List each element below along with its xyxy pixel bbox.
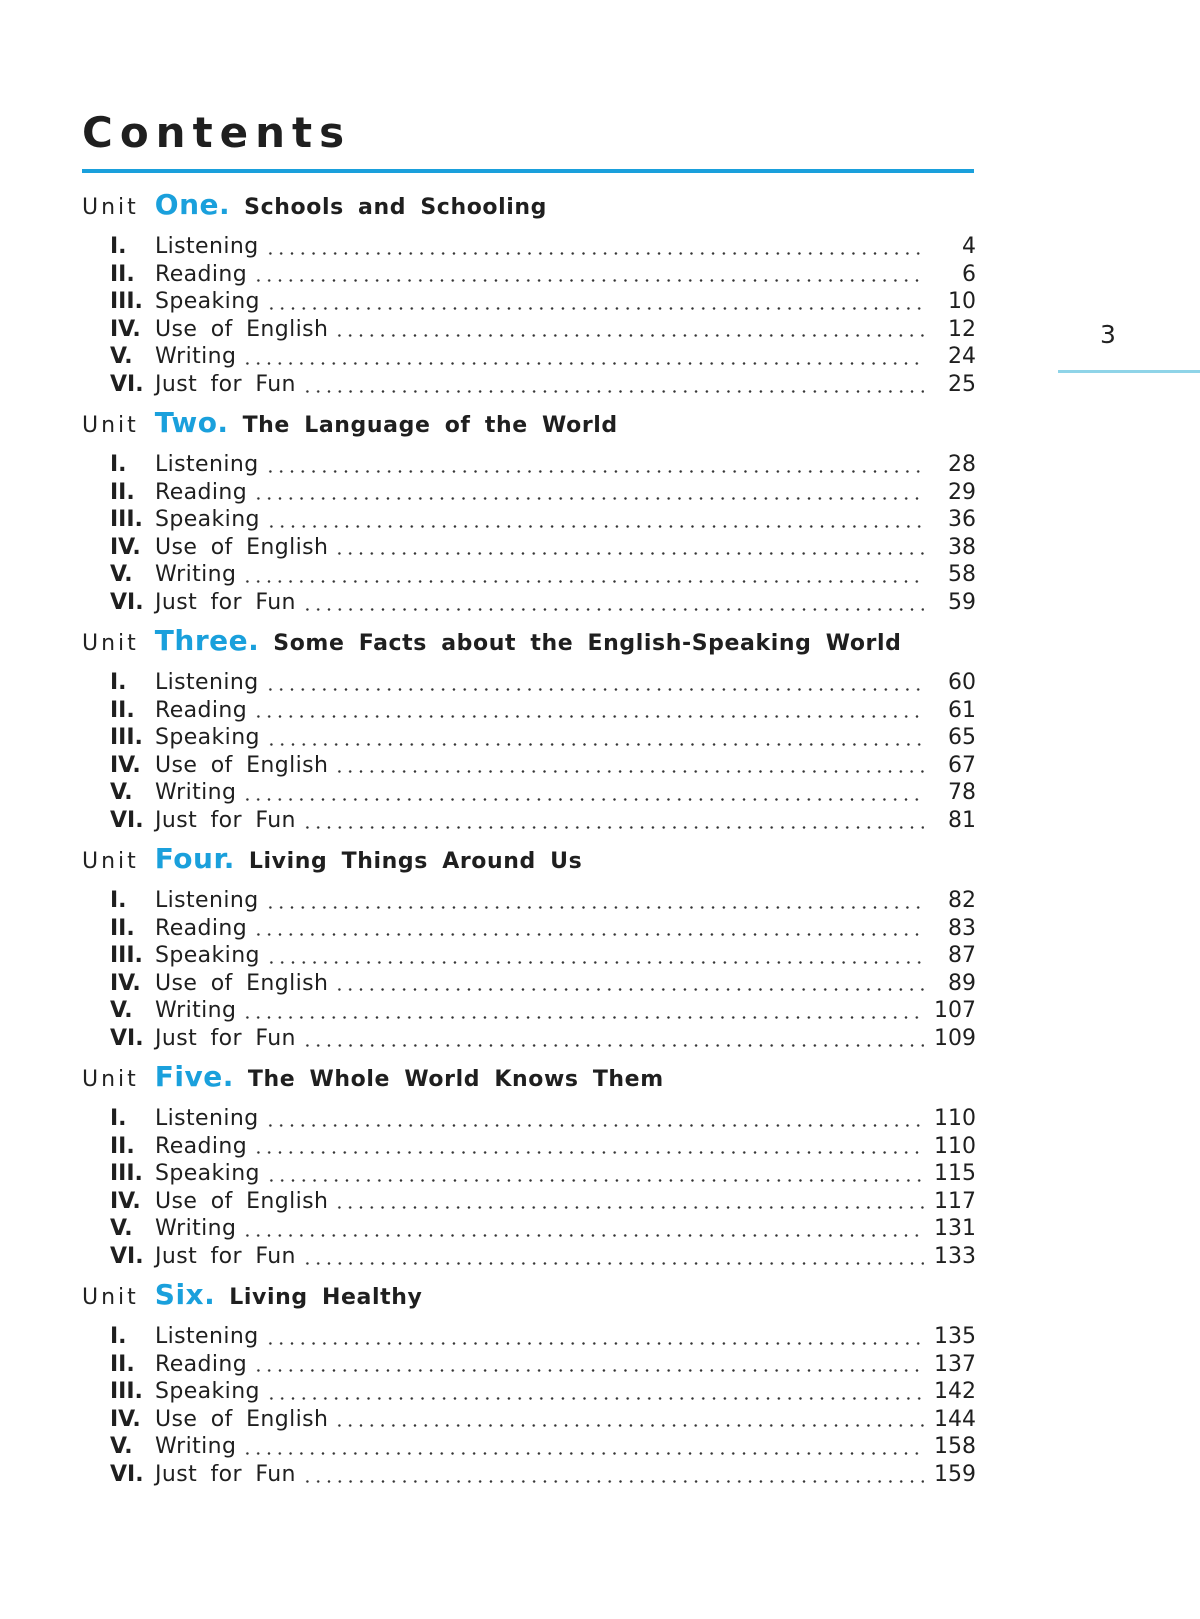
section-numeral: IV.: [110, 752, 141, 778]
section-numeral: I.: [110, 234, 127, 259]
unit-section: [82, 188, 976, 406]
toc-entry: [82, 1434, 976, 1462]
dot-leader: [253, 279, 924, 282]
section-numeral: I.: [110, 1324, 127, 1349]
section-numeral: III.: [110, 1379, 143, 1405]
section-name: Writing: [155, 1434, 237, 1460]
section-numeral: III.: [110, 507, 143, 533]
page-reference: 12: [948, 316, 976, 342]
dot-leader: [302, 1044, 924, 1047]
section-numeral: V.: [110, 1434, 133, 1460]
section-list: [82, 1324, 976, 1490]
section-numeral: II.: [110, 915, 135, 941]
page-reference: 59: [948, 589, 976, 615]
section-name: Reading: [155, 1351, 248, 1377]
section-name: Just for Fun: [155, 589, 296, 615]
page-reference: 87: [948, 943, 976, 969]
dot-leader: [253, 1369, 924, 1372]
section-name: Writing: [155, 344, 237, 370]
dot-leader: [302, 1480, 924, 1483]
section-numeral: V.: [110, 998, 133, 1024]
dot-leader: [302, 1262, 924, 1265]
section-name: Listening: [155, 1324, 259, 1349]
unit-title: Some Facts about the English-Speaking World: [273, 631, 902, 656]
toc-entry: [82, 1324, 976, 1352]
page-reference: 78: [948, 780, 976, 806]
section-name: Reading: [155, 915, 248, 941]
toc-entry: [82, 234, 976, 262]
toc-entry: [82, 916, 976, 944]
section-name: Just for Fun: [155, 371, 296, 397]
dot-leader: [266, 525, 924, 528]
page-reference: 89: [948, 970, 976, 996]
section-name: Reading: [155, 479, 248, 505]
section-numeral: IV.: [110, 1406, 141, 1432]
unit-label: Unit: [82, 1067, 139, 1092]
unit-heading: [82, 188, 976, 234]
toc-entry: [82, 452, 976, 480]
section-numeral: VI.: [110, 371, 144, 397]
section-numeral: IV.: [110, 316, 141, 342]
dot-leader: [242, 1234, 924, 1237]
section-name: Speaking: [155, 1379, 260, 1405]
section-name: Reading: [155, 1133, 248, 1159]
dot-leader: [334, 1206, 924, 1209]
page-reference: 81: [948, 807, 976, 833]
unit-title: The Whole World Knows Them: [247, 1067, 664, 1092]
unit-number: Four.: [154, 842, 235, 875]
section-numeral: V.: [110, 1216, 133, 1242]
unit-section: [82, 1060, 976, 1278]
dot-leader: [302, 608, 924, 611]
page-reference: 131: [934, 1216, 976, 1242]
unit-title: Schools and Schooling: [244, 195, 548, 220]
toc-entry: [82, 998, 976, 1026]
toc-entry: [82, 344, 976, 372]
toc-entry: [82, 725, 976, 753]
section-numeral: II.: [110, 479, 135, 505]
dot-leader: [265, 688, 924, 691]
toc-entry: [82, 507, 976, 535]
page-reference: 36: [948, 507, 976, 533]
section-name: Speaking: [155, 289, 260, 315]
dot-leader: [242, 362, 924, 365]
section-numeral: I.: [110, 1106, 127, 1131]
section-numeral: VI.: [110, 1461, 144, 1487]
section-name: Just for Fun: [155, 1243, 296, 1269]
toc-entry: [82, 1352, 976, 1380]
toc-entry: [82, 808, 976, 836]
toc-entry: [82, 562, 976, 590]
unit-number: Five.: [154, 1060, 234, 1093]
page-reference: 137: [934, 1351, 976, 1377]
section-name: Writing: [155, 780, 237, 806]
page-reference: 58: [948, 562, 976, 588]
section-name: Listening: [155, 1106, 259, 1131]
section-name: Speaking: [155, 725, 260, 751]
unit-section: [82, 406, 976, 624]
section-numeral: IV.: [110, 534, 141, 560]
section-list: [82, 670, 976, 836]
toc-entry: [82, 670, 976, 698]
unit-heading: [82, 1278, 976, 1324]
unit-label: Unit: [82, 195, 139, 220]
toc-entry: [82, 1244, 976, 1272]
section-list: [82, 452, 976, 618]
unit-section: [82, 1278, 976, 1496]
section-name: Use of English: [155, 316, 329, 342]
toc-entry: [82, 480, 976, 508]
unit-label: Unit: [82, 1285, 139, 1310]
section-name: Writing: [155, 998, 237, 1024]
section-name: Use of English: [155, 970, 329, 996]
page-reference: 159: [934, 1461, 976, 1487]
page-reference: 117: [934, 1188, 976, 1214]
section-numeral: I.: [110, 452, 127, 477]
toc-entry: [82, 753, 976, 781]
toc-entry: [82, 535, 976, 563]
section-numeral: VI.: [110, 589, 144, 615]
unit-number: One.: [154, 188, 231, 221]
dot-leader: [266, 1397, 924, 1400]
page-reference: 83: [948, 915, 976, 941]
toc-entry: [82, 262, 976, 290]
toc-entry: [82, 971, 976, 999]
section-numeral: II.: [110, 697, 135, 723]
toc-entry: [82, 1379, 976, 1407]
dot-leader: [334, 552, 924, 555]
section-name: Writing: [155, 1216, 237, 1242]
toc-entry: [82, 1134, 976, 1162]
page-reference: 4: [962, 234, 976, 259]
toc-entry: [82, 1161, 976, 1189]
page-reference: 107: [934, 998, 976, 1024]
section-numeral: III.: [110, 725, 143, 751]
unit-heading: [82, 406, 976, 452]
toc-entry: [82, 888, 976, 916]
section-name: Use of English: [155, 1188, 329, 1214]
unit-label: Unit: [82, 631, 139, 656]
page-number-rule: [1058, 370, 1200, 373]
unit-number: Two.: [154, 406, 229, 439]
toc-entry: [82, 590, 976, 618]
page-reference: 25: [948, 371, 976, 397]
dot-leader: [334, 770, 924, 773]
page-reference: 67: [948, 752, 976, 778]
section-list: [82, 888, 976, 1054]
section-numeral: IV.: [110, 1188, 141, 1214]
dot-leader: [242, 1452, 924, 1455]
toc-entry: [82, 372, 976, 400]
dot-leader: [334, 988, 924, 991]
dot-leader: [265, 470, 924, 473]
page-reference: 142: [934, 1379, 976, 1405]
page-reference: 133: [934, 1243, 976, 1269]
section-name: Writing: [155, 562, 237, 588]
section-numeral: I.: [110, 670, 127, 695]
section-numeral: III.: [110, 289, 143, 315]
page-reference: 144: [934, 1406, 976, 1432]
dot-leader: [266, 307, 924, 310]
page-reference: 109: [934, 1025, 976, 1051]
unit-number: Three.: [154, 624, 260, 657]
section-numeral: IV.: [110, 970, 141, 996]
section-name: Listening: [155, 452, 259, 477]
section-numeral: V.: [110, 344, 133, 370]
section-name: Use of English: [155, 752, 329, 778]
dot-leader: [242, 580, 924, 583]
dot-leader: [334, 1424, 924, 1427]
section-numeral: VI.: [110, 807, 144, 833]
page-reference: 29: [948, 479, 976, 505]
section-numeral: VI.: [110, 1025, 144, 1051]
section-name: Just for Fun: [155, 1025, 296, 1051]
unit-section: [82, 842, 976, 1060]
dot-leader: [253, 715, 924, 718]
section-numeral: II.: [110, 1133, 135, 1159]
toc-entry: [82, 780, 976, 808]
section-numeral: V.: [110, 562, 133, 588]
dot-leader: [265, 906, 924, 909]
page-reference: 24: [948, 344, 976, 370]
unit-number: Six.: [154, 1278, 216, 1311]
dot-leader: [242, 798, 924, 801]
section-name: Reading: [155, 697, 248, 723]
unit-heading: [82, 1060, 976, 1106]
dot-leader: [242, 1016, 924, 1019]
dot-leader: [253, 1151, 924, 1154]
page-reference: 65: [948, 725, 976, 751]
dot-leader: [265, 1124, 924, 1127]
dot-leader: [334, 334, 924, 337]
section-name: Listening: [155, 888, 259, 913]
section-numeral: III.: [110, 943, 143, 969]
page-reference: 10: [948, 289, 976, 315]
toc-entry: [82, 1026, 976, 1054]
page-number: 3: [1100, 320, 1116, 349]
toc-entry: [82, 317, 976, 345]
page-reference: 115: [934, 1161, 976, 1187]
section-name: Use of English: [155, 1406, 329, 1432]
toc-entry: [82, 1106, 976, 1134]
page-reference: 6: [962, 261, 976, 287]
unit-title: The Language of the World: [242, 413, 618, 438]
unit-heading: [82, 624, 976, 670]
page-reference: 60: [948, 670, 976, 695]
table-of-contents: [82, 188, 976, 1496]
toc-entry: [82, 1216, 976, 1244]
dot-leader: [302, 826, 924, 829]
section-numeral: VI.: [110, 1243, 144, 1269]
dot-leader: [253, 497, 924, 500]
page-reference: 82: [948, 888, 976, 913]
toc-entry: [82, 1189, 976, 1217]
section-name: Just for Fun: [155, 1461, 296, 1487]
unit-section: [82, 624, 976, 842]
dot-leader: [302, 390, 924, 393]
page-reference: 61: [948, 697, 976, 723]
dot-leader: [266, 1179, 924, 1182]
section-numeral: III.: [110, 1161, 143, 1187]
section-name: Just for Fun: [155, 807, 296, 833]
unit-title: Living Things Around Us: [248, 849, 583, 874]
section-numeral: II.: [110, 1351, 135, 1377]
dot-leader: [265, 252, 924, 255]
toc-entry: [82, 1462, 976, 1490]
page-reference: 28: [948, 452, 976, 477]
page-reference: 135: [934, 1324, 976, 1349]
section-name: Speaking: [155, 943, 260, 969]
section-numeral: V.: [110, 780, 133, 806]
unit-heading: [82, 842, 976, 888]
toc-entry: [82, 1407, 976, 1435]
unit-label: Unit: [82, 413, 139, 438]
dot-leader: [266, 743, 924, 746]
section-name: Speaking: [155, 1161, 260, 1187]
page-title: Contents: [82, 108, 352, 157]
section-numeral: II.: [110, 261, 135, 287]
dot-leader: [266, 961, 924, 964]
section-name: Speaking: [155, 507, 260, 533]
section-list: [82, 234, 976, 400]
toc-entry: [82, 698, 976, 726]
page-reference: 110: [934, 1133, 976, 1159]
section-numeral: I.: [110, 888, 127, 913]
dot-leader: [253, 933, 924, 936]
page-reference: 158: [934, 1434, 976, 1460]
unit-label: Unit: [82, 849, 139, 874]
page-reference: 38: [948, 534, 976, 560]
unit-title: Living Healthy: [229, 1285, 423, 1310]
page-reference: 110: [934, 1106, 976, 1131]
section-name: Use of English: [155, 534, 329, 560]
toc-entry: [82, 289, 976, 317]
section-list: [82, 1106, 976, 1272]
section-name: Listening: [155, 234, 259, 259]
title-rule: [82, 169, 974, 173]
section-name: Listening: [155, 670, 259, 695]
section-name: Reading: [155, 261, 248, 287]
toc-entry: [82, 943, 976, 971]
dot-leader: [265, 1342, 924, 1345]
